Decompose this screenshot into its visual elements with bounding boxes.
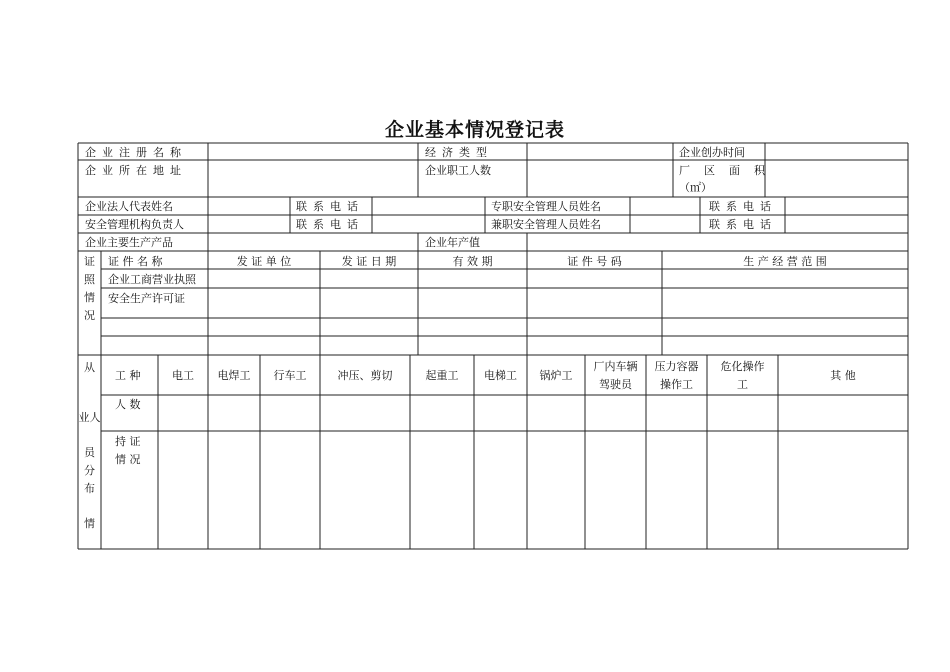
staff-row-count: 人 数 bbox=[115, 398, 141, 411]
cert-item-business-license: 企业工商营业执照 bbox=[108, 273, 196, 286]
job-pressure-vessel-line1: 压力容器 bbox=[654, 360, 699, 373]
cert-header-number: 证 件 号 码 bbox=[567, 255, 622, 268]
legal-rep-label: 企业法人代表姓名 bbox=[85, 200, 173, 213]
job-vehicle-driver-line2: 驾驶员 bbox=[599, 378, 632, 391]
job-lifting-worker: 起重工 bbox=[425, 369, 459, 382]
staff-side-label-3: 员 bbox=[84, 446, 95, 459]
area-label: 厂区面积 bbox=[679, 164, 779, 177]
cert-side-label-3: 情 bbox=[84, 291, 95, 304]
main-products-label: 企业主要生产产品 bbox=[85, 236, 173, 249]
cert-side-label-1: 证 bbox=[84, 255, 95, 268]
area-unit: （㎡） bbox=[679, 181, 712, 194]
cert-header-validity: 有 效 期 bbox=[452, 255, 493, 268]
staff-side-label-5: 布 bbox=[84, 482, 95, 495]
phone-label-3: 联系电话 bbox=[296, 218, 364, 231]
cert-header-name: 证 件 名 称 bbox=[108, 255, 163, 268]
job-elevator-worker: 电梯工 bbox=[484, 369, 517, 382]
job-boiler-worker: 锅炉工 bbox=[539, 369, 573, 382]
cert-side-label-2: 照 bbox=[84, 273, 95, 286]
cert-header-issue-date: 发 证 日 期 bbox=[341, 255, 397, 268]
reg-name-label: 企业注册名称 bbox=[85, 146, 187, 159]
staff-row-certified-1: 持 证 bbox=[115, 435, 141, 448]
cert-header-scope: 生 产 经 营 范 围 bbox=[743, 255, 827, 268]
staff-count-label: 企业职工人数 bbox=[425, 164, 491, 177]
address-label: 企业所在地址 bbox=[85, 164, 187, 177]
staff-side-label-6: 情 bbox=[84, 517, 95, 530]
annual-output-label: 企业年产值 bbox=[425, 236, 480, 249]
staff-side-label-1: 从 bbox=[84, 361, 95, 374]
form-title: 企业基本情况登记表 bbox=[384, 119, 565, 141]
job-crane-operator: 行车工 bbox=[273, 369, 307, 382]
staff-row-certified-2: 情 况 bbox=[115, 453, 141, 466]
job-hazchem-line1: 危化操作 bbox=[720, 360, 765, 373]
job-welder: 电焊工 bbox=[217, 369, 251, 382]
cert-item-safety-permit: 安全生产许可证 bbox=[108, 292, 185, 305]
staff-side-label-4: 分 bbox=[84, 464, 95, 477]
job-other: 其 他 bbox=[830, 369, 856, 382]
job-hazchem-line2: 工 bbox=[737, 378, 748, 391]
phone-label-1: 联系电话 bbox=[296, 200, 364, 213]
phone-label-4: 联系电话 bbox=[709, 218, 777, 231]
staff-side-label-2: 业人 bbox=[78, 411, 101, 424]
fulltime-safety-label: 专职安全管理人员姓名 bbox=[491, 200, 601, 213]
job-vehicle-driver-line1: 厂内车辆 bbox=[593, 360, 638, 373]
safety-head-label: 安全管理机构负责人 bbox=[85, 218, 184, 231]
founded-label: 企业创办时间 bbox=[679, 146, 745, 159]
phone-label-2: 联系电话 bbox=[709, 200, 777, 213]
staff-row-job-type: 工 种 bbox=[115, 369, 141, 382]
parttime-safety-label: 兼职安全管理人员姓名 bbox=[491, 218, 601, 231]
cert-header-issuer: 发 证 单 位 bbox=[236, 255, 292, 268]
job-pressure-vessel-line2: 操作工 bbox=[660, 378, 693, 391]
econ-type-label: 经济类型 bbox=[425, 146, 493, 159]
job-electrician: 电工 bbox=[172, 369, 194, 382]
job-punch-shear: 冲压、剪切 bbox=[337, 369, 393, 382]
cert-side-label-4: 况 bbox=[84, 309, 95, 322]
